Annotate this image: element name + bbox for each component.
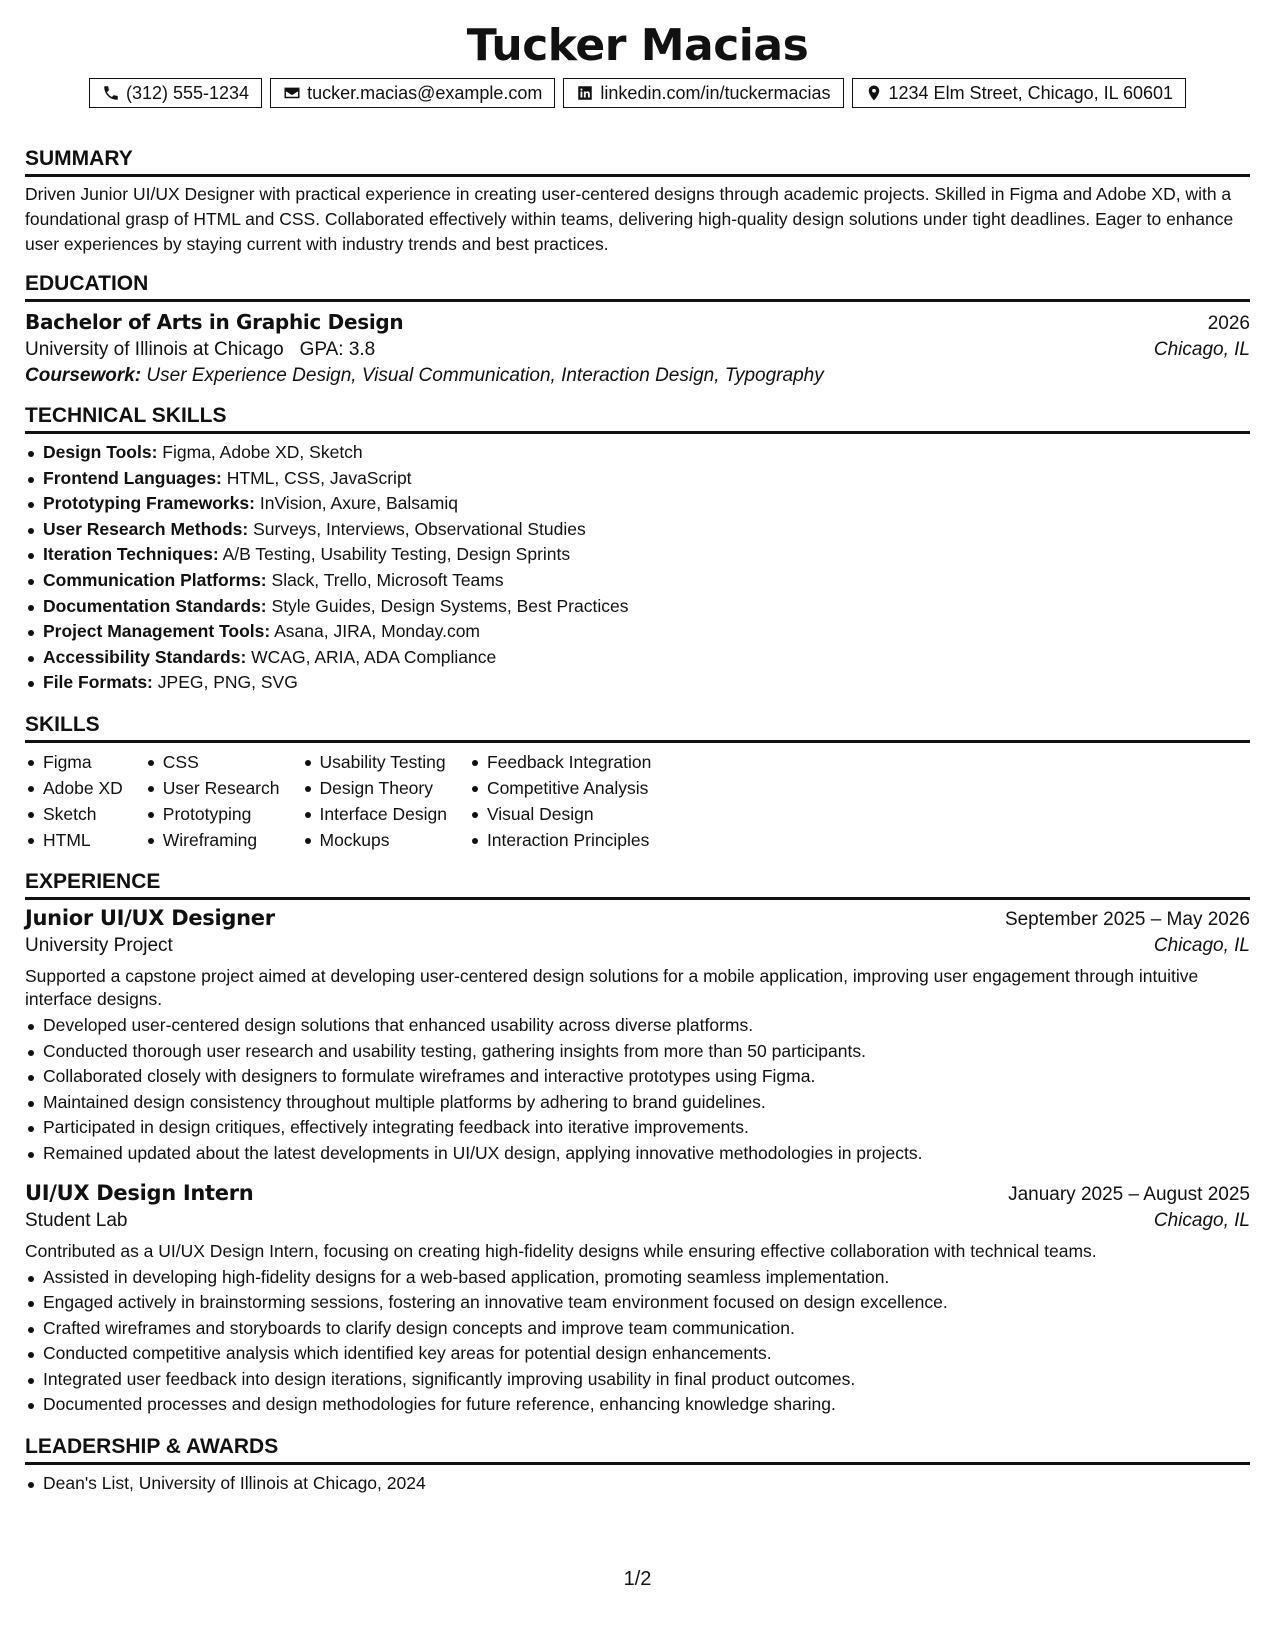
education-coursework [25, 365, 1250, 387]
contact-linkedin[interactable] [563, 78, 843, 108]
contact-linkedin-text: linkedin.com/in/tuckermacias [600, 82, 831, 103]
skills-column [145, 749, 280, 853]
list-item: Visual Design [469, 801, 651, 827]
list-item: Maintained design consistency throughout multiple platforms by adhering to brand guidelines. [25, 1090, 1250, 1116]
job-header-row [25, 906, 1250, 931]
contact-phone[interactable] [89, 78, 262, 108]
skill-value: InVision, Axure, Balsamiq [259, 493, 458, 514]
education-degree: Bachelor of Arts in Graphic Design [25, 310, 404, 334]
job-location: Chicago, IL [1153, 1209, 1250, 1231]
summary-text: Driven Junior UI/UX Designer with practical experience in creating user-centered designs through academic projects. Skilled in Figma and Adobe XD, with a foundational grasp of HTML and CSS. Collaborated effectively within teams, delivering high-quality design solutions under tight deadlines. Eager to enhance user experiences by staying current with industry trends and best practices. [25, 184, 1234, 254]
list-item [25, 568, 1250, 594]
list-item: Wireframing [145, 827, 280, 853]
list-item: Integrated user feedback into design iterations, significantly improving usability in final product outcomes. [25, 1367, 1250, 1393]
job-title: UI/UX Design Intern [25, 1180, 254, 1205]
list-item: Interface Design [302, 801, 447, 827]
experience-section [25, 869, 1250, 1418]
job-dates: January 2025 – August 2025 [1008, 1183, 1250, 1205]
job-location: Chicago, IL [1153, 934, 1250, 956]
list-item: Remained updated about the latest developments in UI/UX design, applying innovative methodologies in projects. [25, 1141, 1250, 1167]
skill-label: Communication Platforms: [43, 569, 267, 590]
skill-label: Prototyping Frameworks: [43, 493, 255, 514]
skill-label: Accessibility Standards: [43, 646, 247, 667]
leadership-section [25, 1434, 1250, 1497]
list-item [25, 645, 1250, 671]
list-item: CSS [145, 749, 280, 775]
skill-label: File Formats: [43, 672, 153, 693]
skill-label: Design Tools: [43, 442, 158, 462]
list-item [25, 594, 1250, 620]
education-school-line [25, 339, 375, 361]
job-dates: September 2025 – May 2026 [1004, 908, 1250, 930]
leadership-heading: LEADERSHIP & AWARDS [25, 1434, 1250, 1465]
summary-heading: SUMMARY [25, 146, 1250, 177]
list-item: Dean's List, University of Illinois at Chicago, 2024 [25, 1471, 1250, 1497]
list-item: Crafted wireframes and storyboards to clarify design concepts and improve team communication. [25, 1316, 1250, 1342]
job-header-row [25, 1181, 1250, 1206]
list-item: Sketch [25, 801, 123, 827]
contact-email[interactable] [270, 78, 555, 108]
skills-heading: SKILLS [25, 712, 1250, 743]
coursework-list: User Experience Design, Visual Communication, Interaction Design, Typography [146, 365, 824, 386]
list-item: Developed user-centered design solutions that enhanced usability across diverse platforms. [25, 1013, 1250, 1039]
list-item: Conducted thorough user research and usability testing, gathering insights from more than 50 participants. [25, 1039, 1250, 1065]
education-gpa: GPA: 3.8 [299, 339, 376, 360]
summary-section [25, 146, 1250, 257]
resume-page [25, 18, 1250, 1497]
list-item [25, 670, 1250, 696]
skills-section [25, 712, 1250, 853]
experience-heading: EXPERIENCE [25, 869, 1250, 900]
list-item: Figma [25, 749, 123, 775]
coursework-label: Coursework: [25, 365, 142, 386]
list-item: Interaction Principles [469, 827, 651, 853]
phone-icon [102, 84, 120, 102]
leadership-list [25, 1471, 1250, 1497]
skills-column [469, 749, 651, 853]
linkedin-icon [576, 84, 594, 102]
education-heading: EDUCATION [25, 271, 1250, 302]
contact-email-text: tucker.macias@example.com [307, 82, 543, 103]
job-org-row [25, 935, 1250, 957]
envelope-icon [283, 84, 301, 102]
contact-address-text: 1234 Elm Street, Chicago, IL 60601 [888, 82, 1174, 103]
list-item: Collaborated closely with designers to formulate wireframes and interactive prototypes using Figma. [25, 1064, 1250, 1090]
job-bullets [25, 1013, 1250, 1167]
skills-column [25, 749, 123, 853]
list-item [25, 619, 1250, 645]
skill-label: User Research Methods: [43, 518, 249, 539]
list-item: Feedback Integration [469, 749, 651, 775]
list-item: Conducted competitive analysis which identified key areas for potential design enhancements. [25, 1341, 1250, 1367]
job-description: Contributed as a UI/UX Design Intern, focusing on creating high-fidelity designs while ensuring effective collaboration with technical teams. [25, 1240, 1097, 1261]
list-item: User Research [145, 775, 280, 801]
skill-value: Surveys, Interviews, Observational Studies [253, 518, 586, 539]
skill-value: Style Guides, Design Systems, Best Practices [271, 595, 629, 616]
skill-value: Figma, Adobe XD, Sketch [162, 442, 363, 462]
job-entry [25, 1181, 1250, 1419]
skill-value: JPEG, PNG, SVG [157, 672, 298, 693]
job-entry [25, 906, 1250, 1167]
contact-bar [25, 78, 1250, 108]
page-number: 1/2 [623, 1568, 652, 1590]
education-school: University of Illinois at Chicago [25, 339, 284, 360]
education-header-row [25, 310, 1250, 335]
technical-skills-list [25, 440, 1250, 696]
job-description: Supported a capstone project aimed at developing user-centered design solutions for a mobile application, improving user engagement through intuitive interface designs. [25, 965, 1199, 1009]
job-org: Student Lab [25, 1209, 128, 1231]
job-title: Junior UI/UX Designer [25, 905, 275, 930]
candidate-name: Tucker Macias [466, 20, 809, 71]
skill-label: Project Management Tools: [43, 621, 271, 642]
list-item: Competitive Analysis [469, 775, 651, 801]
education-school-row [25, 339, 1250, 361]
job-bullets [25, 1265, 1250, 1419]
list-item [25, 517, 1250, 543]
map-pin-icon [865, 84, 883, 102]
skills-column [302, 749, 447, 853]
skill-label: Iteration Techniques: [43, 544, 219, 565]
list-item [25, 440, 1250, 466]
list-item: Usability Testing [302, 749, 447, 775]
list-item [25, 466, 1250, 492]
education-year: 2026 [1207, 313, 1250, 334]
skill-value: WCAG, ARIA, ADA Compliance [251, 646, 497, 667]
contact-address [852, 78, 1187, 108]
list-item: Mockups [302, 827, 447, 853]
job-org-row [25, 1210, 1250, 1232]
skill-label: Documentation Standards: [43, 595, 267, 616]
list-item: Prototyping [145, 801, 280, 827]
list-item: Participated in design critiques, effectively integrating feedback into iterative improvements. [25, 1115, 1250, 1141]
list-item: Design Theory [302, 775, 447, 801]
contact-phone-text: (312) 555-1234 [125, 82, 250, 103]
skill-value: A/B Testing, Usability Testing, Design Sprints [222, 544, 571, 565]
job-org: University Project [25, 934, 173, 956]
list-item: Assisted in developing high-fidelity designs for a web-based application, promoting seamless implementation. [25, 1265, 1250, 1291]
technical-skills-heading: TECHNICAL SKILLS [25, 403, 1250, 434]
education-section [25, 271, 1250, 387]
list-item: Engaged actively in brainstorming sessions, fostering an innovative team environment focused on design excellence. [25, 1290, 1250, 1316]
skill-value: Slack, Trello, Microsoft Teams [271, 569, 504, 590]
education-location: Chicago, IL [1153, 339, 1250, 360]
skills-grid [25, 749, 1250, 853]
skill-label: Frontend Languages: [43, 467, 222, 488]
skill-value: Asana, JIRA, Monday.com [274, 621, 480, 642]
list-item: HTML [25, 827, 123, 853]
skill-value: HTML, CSS, JavaScript [226, 467, 412, 488]
list-item: Documented processes and design methodologies for future reference, enhancing knowledge sharing. [25, 1392, 1250, 1418]
list-item: Adobe XD [25, 775, 123, 801]
list-item [25, 542, 1250, 568]
technical-skills-section [25, 403, 1250, 696]
list-item [25, 491, 1250, 517]
